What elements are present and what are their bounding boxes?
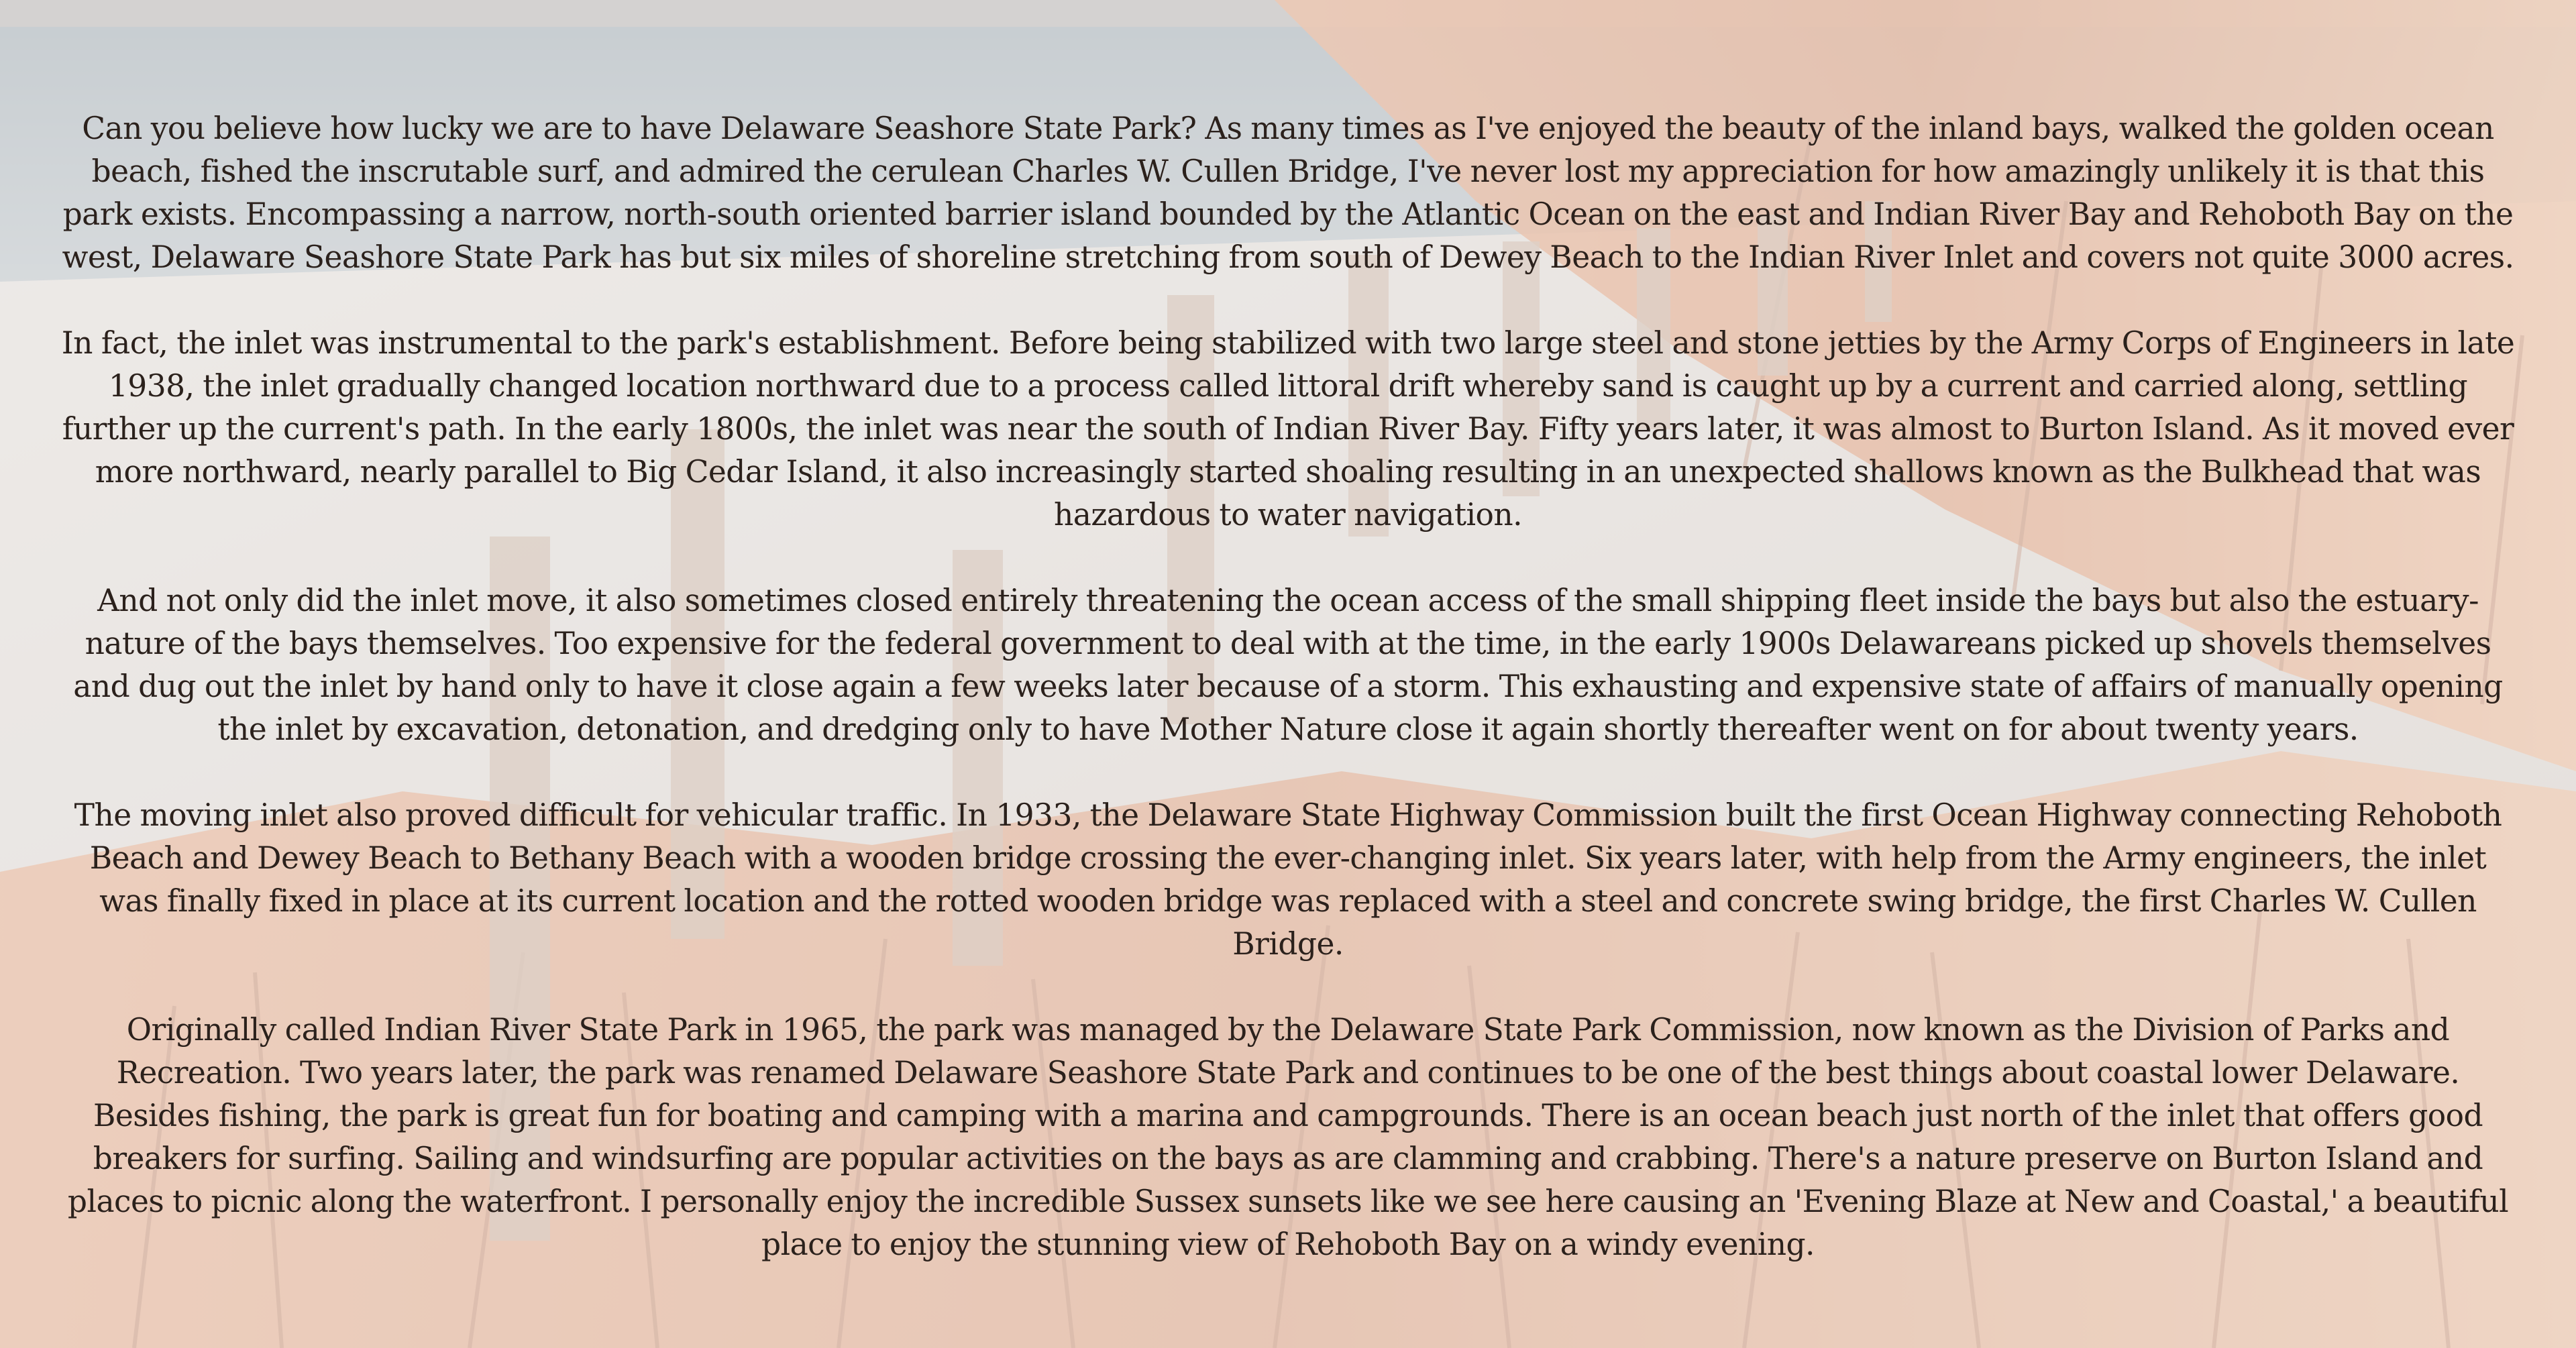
- paragraph-4: The moving inlet also proved difficult for vehicular traffic. In 1933, the Delaware State Highway Commission built the first Ocean Highway connecting Rehoboth Beach and Dewey Beach to Bethany Beach with a wooden bridge crossing the ever-changing inlet. Six years later, with help from the Army engineers, the inlet was finally fixed in place at its current location and the rotted wooden bridge was replaced with a steel and concrete swing bridge, the first Charles W. Cullen Bridge.: [74, 797, 2502, 962]
- paragraph-3: And not only did the inlet move, it also sometimes closed entirely threatening the ocean access of the small shipping fleet inside the bays but also the estuary-nature of the bays themselves. Too expensive for the federal government to deal with at the time, in the early 1900s Delawareans picked up shovels themselves and dug out the inlet by hand only to have it close again a few weeks later because of a storm. This exhausting and expensive state of affairs of manually opening the inlet by excavation, detonation, and dredging only to have Mother Nature close it again shortly thereafter went on for about twenty years.: [73, 583, 2503, 747]
- article-body: [60, 107, 2516, 1309]
- paragraph-2: In fact, the inlet was instrumental to the park's establishment. Before being stabilized with two large steel and stone jetties by the Army Corps of Engineers in late 1938, the inlet gradually changed location northward due to a process called littoral drift whereby sand is caught up by a current and carried along, settling further up the current's path. In the early 1800s, the inlet was near the south of Indian River Bay. Fifty years later, it was almost to Burton Island. As it moved ever more northward, nearly parallel to Big Cedar Island, it also increasingly started shoaling resulting in an unexpected shallows known as the Bulkhead that was hazardous to water navigation.: [61, 325, 2515, 532]
- paragraph-5: Originally called Indian River State Park in 1965, the park was managed by the Delaware State Park Commission, now known as the Division of Parks and Recreation. Two years later, the park was renamed Delaware Seashore State Park and continues to be one of the best things about coastal lower Delaware. Besides fishing, the park is great fun for boating and camping with a marina and campgrounds. There is an ocean beach just north of the inlet that offers good breakers for surfing. Sailing and windsurfing are popular activities on the bays as are clamming and crabbing. There's a nature preserve on Burton Island and places to picnic along the waterfront. I personally enjoy the incredible Sussex sunsets like we see here causing an 'Evening Blaze at New and Coastal,' a beautiful place to enjoy the stunning view of Rehoboth Bay on a windy evening.: [67, 1012, 2509, 1262]
- paragraph-1: Can you believe how lucky we are to have Delaware Seashore State Park? As many times as I've enjoyed the beauty of the inland bays, walked the golden ocean beach, fished the inscrutable surf, and admired the cerulean Charles W. Cullen Bridge, I've never lost my appreciation for how amazingly unlikely it is that this park exists. Encompassing a narrow, north-south oriented barrier island bounded by the Atlantic Ocean on the east and Indian River Bay and Rehoboth Bay on the west, Delaware Seashore State Park has but six miles of shoreline stretching from south of Dewey Beach to the Indian River Inlet and covers not quite 3000 acres.: [62, 111, 2514, 275]
